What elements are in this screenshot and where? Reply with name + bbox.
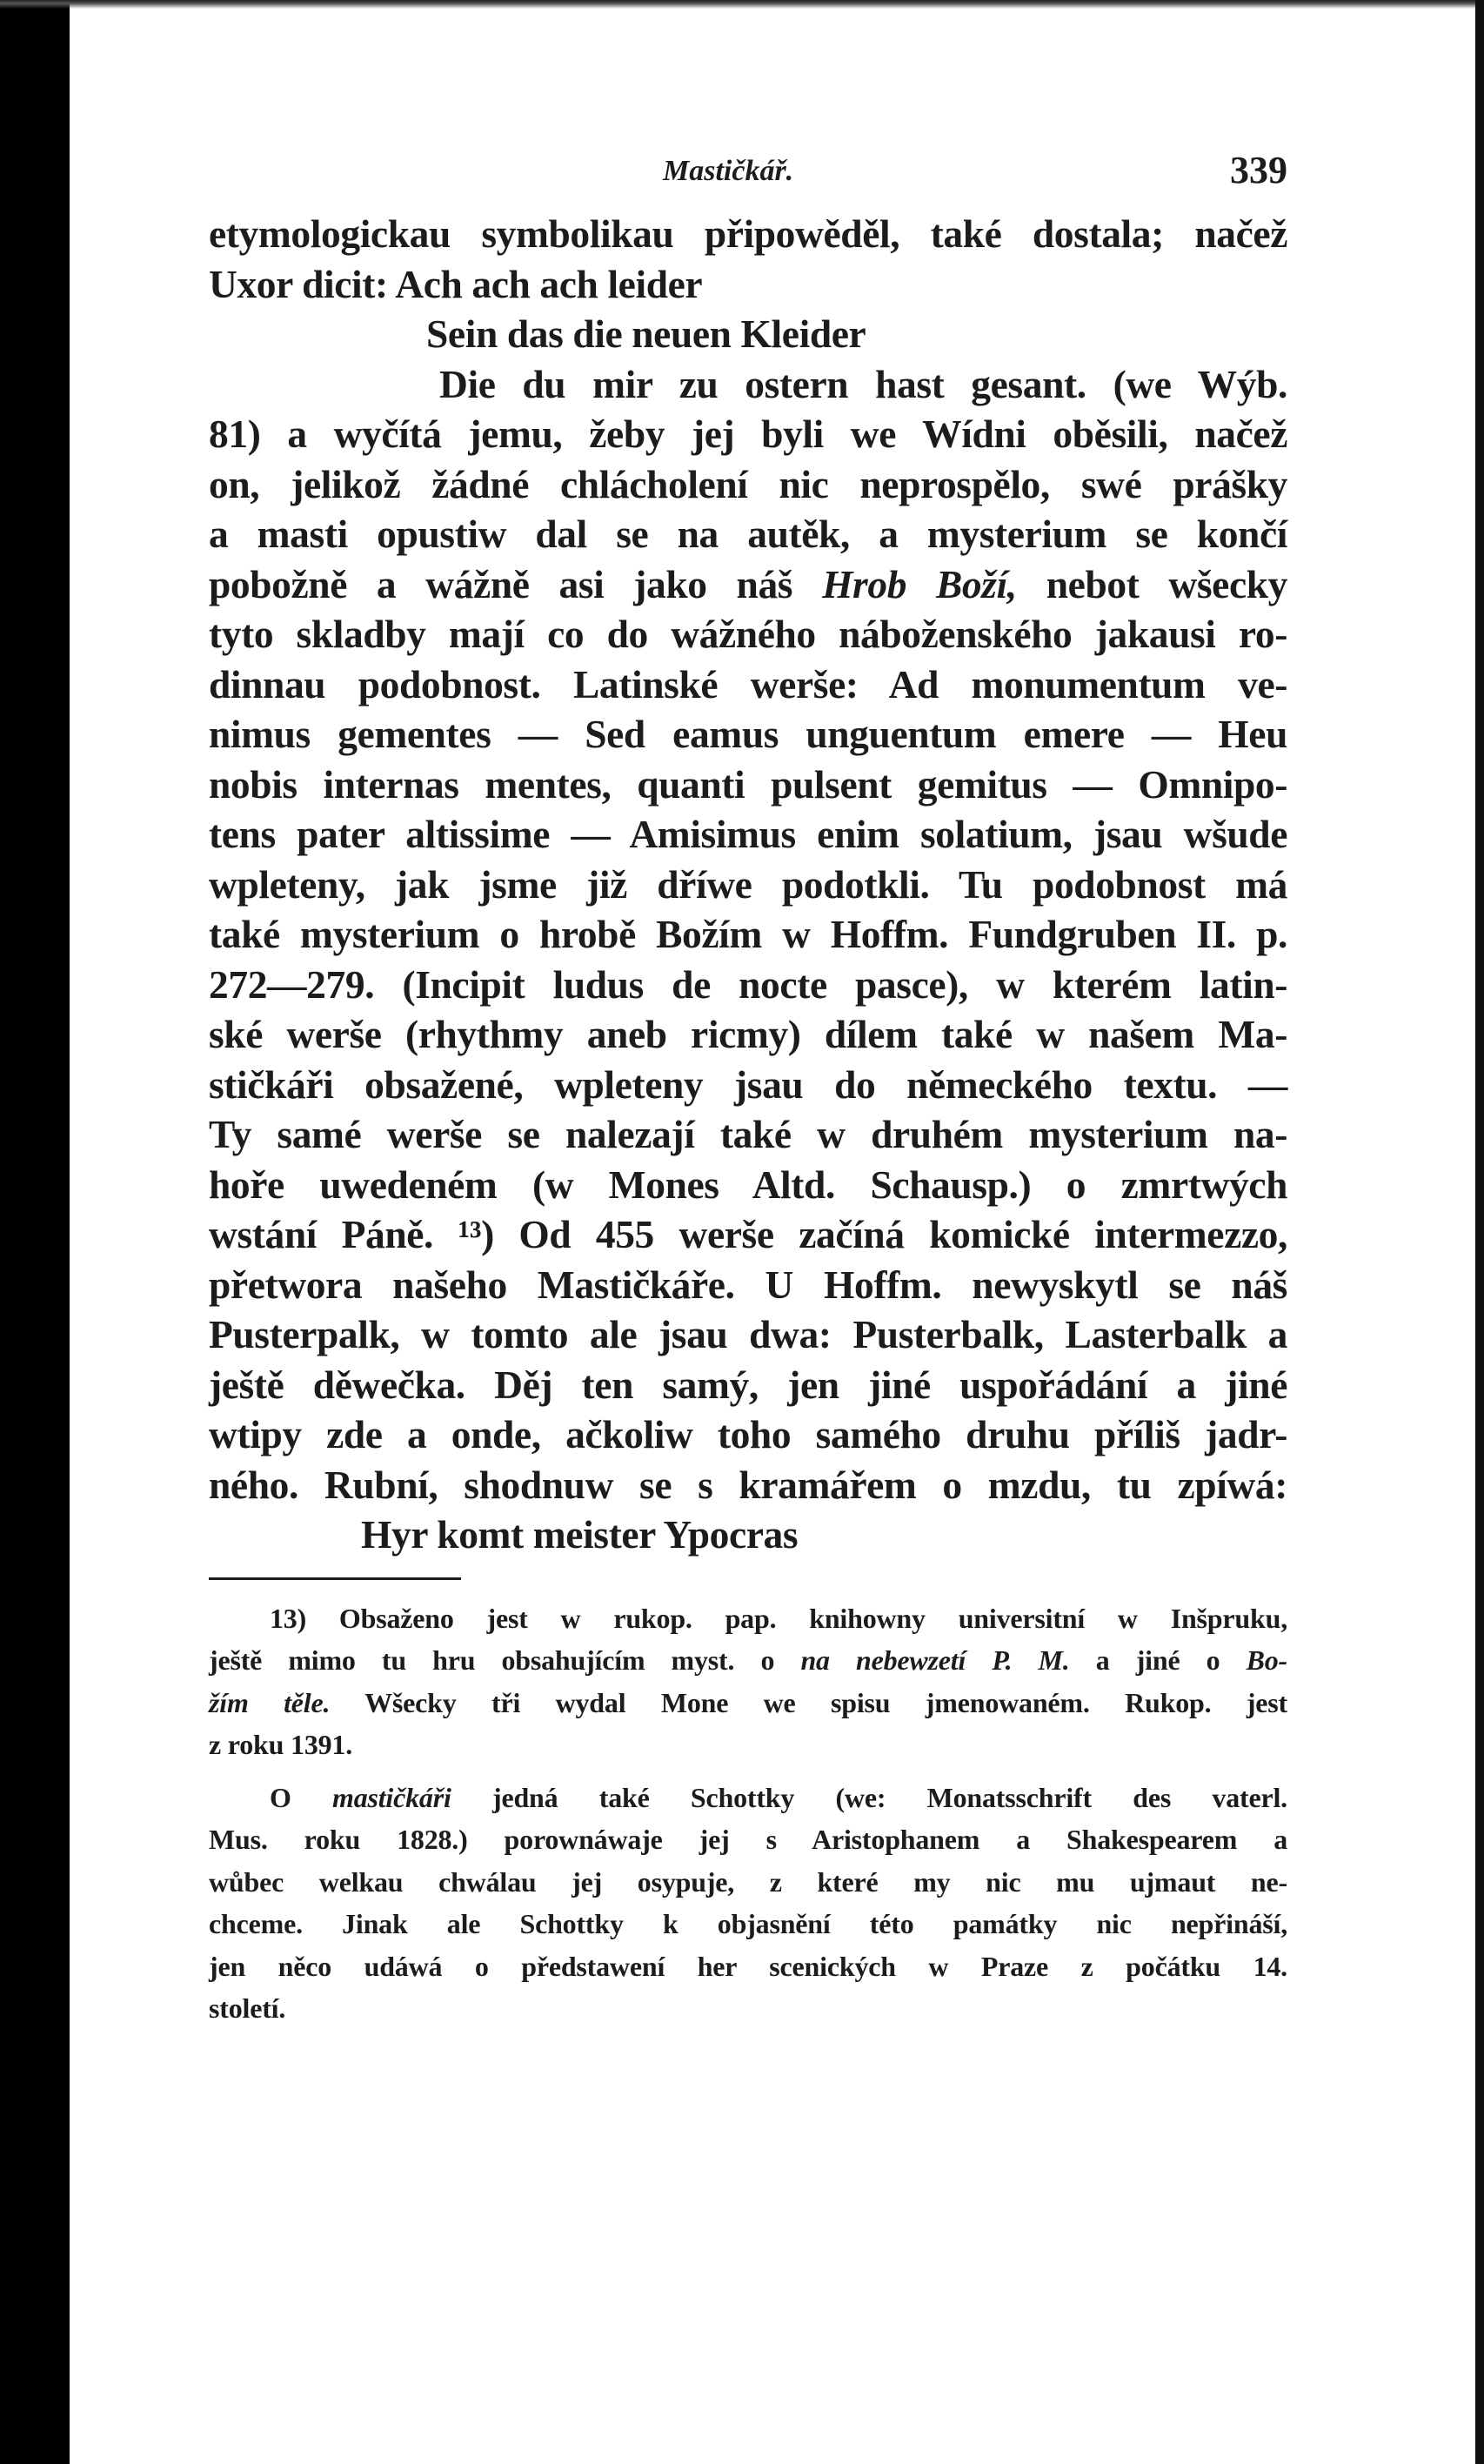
footnote-line: Mus. roku 1828.) porownáwaje jej s Aristophanem a Shakespearem a [209, 1824, 1287, 1855]
text-line: také mysterium o hrobě Božím w Hoffm. Fundgruben II. p. [209, 912, 1287, 956]
page-number: 339 [1230, 149, 1287, 191]
footnote-line [209, 1777, 1287, 1819]
running-title: Mastičkář. [663, 155, 794, 187]
text-line: wpleteny, jak jsme již dříwe podotkli. Tu podobnost má [209, 861, 1287, 907]
text-line: stičkáři obsažené, wpleteny jsau do německého textu. — [209, 1061, 1287, 1107]
italic-title: žím těle. [209, 1686, 331, 1718]
body-text [209, 209, 1287, 1560]
italic-title: Bo- [1246, 1644, 1288, 1676]
footnote-line [209, 1639, 1287, 1682]
footnote-line: chceme. Jinak ale Schottky k objasnění této památky nic nepřináší, [209, 1908, 1287, 1939]
page-header [209, 148, 1287, 209]
text-segment: Wšecky tři wydal Mone we spisu jmenowaném. Rukop. jest [364, 1686, 1288, 1718]
scan-border-top [0, 0, 1484, 9]
text-line: nobis internas mentes, quanti pulsent gemitus — Omnipo- [209, 761, 1287, 807]
verse-line: Hyr komt meister Ypocras [361, 1512, 799, 1557]
footnote-line: wůbec welkau chwálau jej osypuje, z které my nic mu ujmaut ne- [209, 1865, 1287, 1898]
book-page [209, 148, 1287, 2040]
footnote-line: století. [209, 1992, 286, 2024]
footnote-line: z roku 1391. [209, 1729, 353, 1760]
text-line: 81) a wyčítá jemu, žeby jej byli we Wídni oběsili, načež [209, 412, 1287, 456]
scan-border-right [1475, 0, 1484, 2464]
text-line: tyto skladby mají co do wážného náboženského jakausi ro- [209, 612, 1287, 656]
text-line: ské werše (rhythmy aneb ricmy) dílem také w našem Ma- [209, 1012, 1287, 1056]
text-segment: pobožně a wážně asi jako náš [209, 561, 793, 606]
text-line [209, 559, 1287, 610]
text-line: hoře uwedeném (w Mones Altd. Schausp.) o zmrtwých [209, 1162, 1287, 1207]
text-line: tens pater altissime — Amisimus enim solatium, jsau wšude [209, 812, 1287, 856]
scan-border-left [0, 0, 70, 2464]
text-line: přetwora našeho Mastičkáře. U Hoffm. newyskytl se náš [209, 1262, 1287, 1307]
text-line: ného. Rubní, shodnuw se s kramářem o mzdu, tu zpíwá: [209, 1462, 1287, 1507]
italic-title: Hrob Boží, [822, 561, 1017, 606]
text-line: etymologickau symbolikau připowěděl, také dostala; načež [209, 211, 1287, 256]
footnote-line [209, 1682, 1287, 1724]
text-line: nimus gementes — Sed eamus unguentum emere — Heu [209, 712, 1287, 756]
verse-line: Sein das die neuen Kleider [426, 311, 866, 356]
verse-line: Uxor dicit: Ach ach ach leider [209, 261, 703, 306]
italic-title: na nebewzetí P. M. [800, 1644, 1070, 1676]
footnote-line: jen něco udáwá o předstawení her scenických w Praze z počátku 14. [209, 1950, 1287, 1982]
verse-line: Die du mir zu ostern hast gesant. (we Wýb. [439, 361, 1287, 406]
text-segment: nebot wšecky [1046, 561, 1287, 606]
text-line: 272—279. (Incipit ludus de nocte pasce), w kterém latin- [209, 961, 1287, 1007]
text-line: Pusterpalk, w tomto ale jsau dwa: Pusterbalk, Lasterbalk a [209, 1312, 1287, 1356]
text-segment: a jiné o [1095, 1644, 1220, 1676]
footnote-13 [209, 1597, 1287, 1766]
footnote-line: 13) Obsaženo jest w rukop. pap. knihowny universitní w Inšpruku, [270, 1602, 1287, 1634]
text-line: on, jelikož žádné chlácholení nic neprospělo, swé prášky [209, 461, 1287, 506]
text-segment: jedná také Schottky (we: Monatsschrift des vaterl. [491, 1781, 1287, 1813]
text-line: wstání Páně. ¹³) Od 455 werše začíná komické intermezzo, [209, 1212, 1287, 1256]
footnote-rule [209, 1577, 461, 1580]
text-line: wtipy zde a onde, ačkoliw toho samého druhu příliš jadr- [209, 1412, 1287, 1456]
text-line: dinnau podobnost. Latinské werše: Ad monumentum ve- [209, 661, 1287, 706]
text-line: a masti opustiw dal se na autěk, a mysterium se končí [209, 512, 1287, 556]
text-segment: O [270, 1781, 291, 1813]
footnote-mastickar [209, 1777, 1287, 2030]
text-segment: ještě mimo tu hru obsahujícím myst. o [209, 1644, 775, 1676]
italic-title: mastičkáři [332, 1781, 451, 1813]
text-line: Ty samé werše se nalezají také w druhém mysterium na- [209, 1112, 1287, 1156]
text-line: ještě děwečka. Děj ten samý, jen jiné uspořádání a jiné [209, 1362, 1287, 1407]
footnotes [209, 1597, 1287, 2030]
